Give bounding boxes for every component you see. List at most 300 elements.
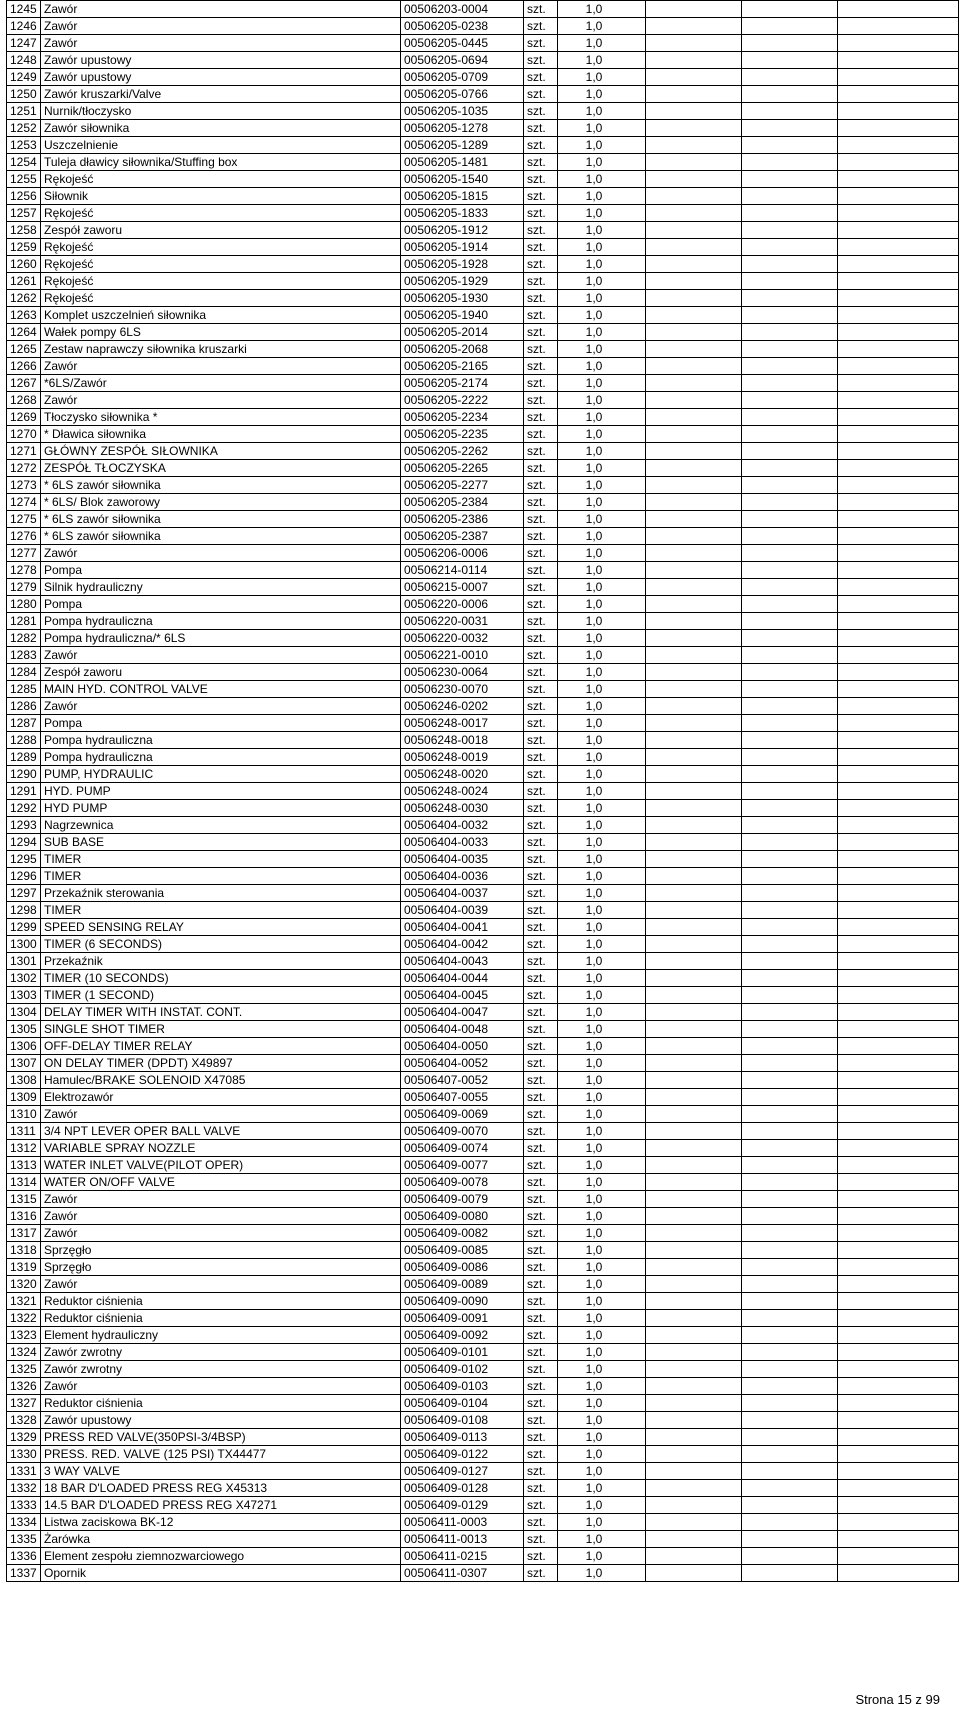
unit-cell: szt. <box>524 1429 558 1446</box>
table-row <box>7 1004 959 1021</box>
item-name-cell: Komplet uszczelnień siłownika <box>41 307 401 324</box>
empty-cell <box>646 1361 742 1378</box>
empty-cell <box>742 1225 838 1242</box>
empty-cell <box>646 1038 742 1055</box>
unit-cell: szt. <box>524 1157 558 1174</box>
empty-cell <box>838 137 959 154</box>
empty-cell <box>742 851 838 868</box>
table-row <box>7 851 959 868</box>
empty-cell <box>838 1225 959 1242</box>
empty-cell <box>838 1123 959 1140</box>
table-row <box>7 1463 959 1480</box>
empty-cell <box>838 834 959 851</box>
quantity-cell: 1,0 <box>558 324 646 341</box>
row-number-cell: 1309 <box>7 1089 41 1106</box>
quantity-cell: 1,0 <box>558 392 646 409</box>
empty-cell <box>646 375 742 392</box>
part-number-cell: 00506205-2165 <box>401 358 524 375</box>
row-number-cell: 1287 <box>7 715 41 732</box>
row-number-cell: 1335 <box>7 1531 41 1548</box>
empty-cell <box>742 1395 838 1412</box>
table-row <box>7 1208 959 1225</box>
table-row <box>7 885 959 902</box>
empty-cell <box>838 426 959 443</box>
empty-cell <box>646 1480 742 1497</box>
part-number-cell: 00506409-0113 <box>401 1429 524 1446</box>
row-number-cell: 1252 <box>7 120 41 137</box>
empty-cell <box>646 477 742 494</box>
table-row <box>7 307 959 324</box>
empty-cell <box>742 953 838 970</box>
unit-cell: szt. <box>524 69 558 86</box>
item-name-cell: Zawór <box>41 698 401 715</box>
table-row <box>7 120 959 137</box>
empty-cell <box>838 154 959 171</box>
unit-cell: szt. <box>524 579 558 596</box>
table-row <box>7 188 959 205</box>
unit-cell: szt. <box>524 1276 558 1293</box>
empty-cell <box>646 307 742 324</box>
empty-cell <box>742 1038 838 1055</box>
table-row <box>7 290 959 307</box>
part-number-cell: 00506404-0041 <box>401 919 524 936</box>
table-row <box>7 443 959 460</box>
table-row <box>7 1446 959 1463</box>
part-number-cell: 00506409-0102 <box>401 1361 524 1378</box>
empty-cell <box>646 1531 742 1548</box>
item-name-cell: Nagrzewnica <box>41 817 401 834</box>
empty-cell <box>838 188 959 205</box>
unit-cell: szt. <box>524 273 558 290</box>
row-number-cell: 1308 <box>7 1072 41 1089</box>
unit-cell: szt. <box>524 1497 558 1514</box>
empty-cell <box>646 1004 742 1021</box>
unit-cell: szt. <box>524 154 558 171</box>
empty-cell <box>742 1446 838 1463</box>
table-row <box>7 494 959 511</box>
row-number-cell: 1249 <box>7 69 41 86</box>
quantity-cell: 1,0 <box>558 1446 646 1463</box>
unit-cell: szt. <box>524 1072 558 1089</box>
empty-cell <box>646 256 742 273</box>
empty-cell <box>838 171 959 188</box>
empty-cell <box>838 1004 959 1021</box>
empty-cell <box>838 239 959 256</box>
empty-cell <box>646 715 742 732</box>
row-number-cell: 1291 <box>7 783 41 800</box>
empty-cell <box>838 817 959 834</box>
empty-cell <box>646 1293 742 1310</box>
unit-cell: szt. <box>524 341 558 358</box>
item-name-cell: Pompa <box>41 715 401 732</box>
empty-cell <box>742 1089 838 1106</box>
unit-cell: szt. <box>524 358 558 375</box>
part-number-cell: 00506409-0091 <box>401 1310 524 1327</box>
table-row <box>7 69 959 86</box>
table-row <box>7 1072 959 1089</box>
empty-cell <box>838 596 959 613</box>
unit-cell: szt. <box>524 1174 558 1191</box>
table-row <box>7 1497 959 1514</box>
quantity-cell: 1,0 <box>558 1429 646 1446</box>
table-row <box>7 1259 959 1276</box>
empty-cell <box>838 1293 959 1310</box>
empty-cell <box>838 868 959 885</box>
quantity-cell: 1,0 <box>558 307 646 324</box>
empty-cell <box>646 834 742 851</box>
empty-cell <box>838 885 959 902</box>
quantity-cell: 1,0 <box>558 154 646 171</box>
quantity-cell: 1,0 <box>558 256 646 273</box>
row-number-cell: 1307 <box>7 1055 41 1072</box>
empty-cell <box>646 1021 742 1038</box>
table-row <box>7 154 959 171</box>
unit-cell: szt. <box>524 1225 558 1242</box>
empty-cell <box>646 970 742 987</box>
table-row <box>7 477 959 494</box>
item-name-cell: Pompa hydrauliczna/* 6LS <box>41 630 401 647</box>
unit-cell: szt. <box>524 1191 558 1208</box>
table-row <box>7 715 959 732</box>
parts-table <box>6 0 959 1582</box>
item-name-cell: 3/4 NPT LEVER OPER BALL VALVE <box>41 1123 401 1140</box>
empty-cell <box>646 613 742 630</box>
row-number-cell: 1271 <box>7 443 41 460</box>
part-number-cell: 00506407-0052 <box>401 1072 524 1089</box>
table-row <box>7 1055 959 1072</box>
empty-cell <box>742 1429 838 1446</box>
empty-cell <box>646 1242 742 1259</box>
empty-cell <box>838 1259 959 1276</box>
row-number-cell: 1328 <box>7 1412 41 1429</box>
quantity-cell: 1,0 <box>558 239 646 256</box>
row-number-cell: 1253 <box>7 137 41 154</box>
quantity-cell: 1,0 <box>558 783 646 800</box>
empty-cell <box>646 52 742 69</box>
quantity-cell: 1,0 <box>558 885 646 902</box>
part-number-cell: 00506205-2262 <box>401 443 524 460</box>
table-row <box>7 324 959 341</box>
part-number-cell: 00506205-1289 <box>401 137 524 154</box>
part-number-cell: 00506205-2386 <box>401 511 524 528</box>
unit-cell: szt. <box>524 1106 558 1123</box>
empty-cell <box>742 409 838 426</box>
quantity-cell: 1,0 <box>558 1531 646 1548</box>
unit-cell: szt. <box>524 851 558 868</box>
page-number: Strona 15 z 99 <box>855 1692 940 1707</box>
empty-cell <box>742 256 838 273</box>
part-number-cell: 00506205-1540 <box>401 171 524 188</box>
item-name-cell: HYD. PUMP <box>41 783 401 800</box>
empty-cell <box>838 698 959 715</box>
row-number-cell: 1274 <box>7 494 41 511</box>
empty-cell <box>742 1327 838 1344</box>
unit-cell: szt. <box>524 324 558 341</box>
empty-cell <box>838 1089 959 1106</box>
empty-cell <box>838 1327 959 1344</box>
table-row <box>7 749 959 766</box>
row-number-cell: 1313 <box>7 1157 41 1174</box>
item-name-cell: Element zespołu ziemnozwarciowego <box>41 1548 401 1565</box>
unit-cell: szt. <box>524 1548 558 1565</box>
item-name-cell: Zawór <box>41 1378 401 1395</box>
part-number-cell: 00506221-0010 <box>401 647 524 664</box>
empty-cell <box>742 324 838 341</box>
table-row <box>7 256 959 273</box>
row-number-cell: 1247 <box>7 35 41 52</box>
item-name-cell: Zawór upustowy <box>41 52 401 69</box>
row-number-cell: 1302 <box>7 970 41 987</box>
empty-cell <box>742 885 838 902</box>
row-number-cell: 1325 <box>7 1361 41 1378</box>
empty-cell <box>646 800 742 817</box>
part-number-cell: 00506205-2277 <box>401 477 524 494</box>
item-name-cell: SUB BASE <box>41 834 401 851</box>
empty-cell <box>646 86 742 103</box>
table-row <box>7 834 959 851</box>
row-number-cell: 1282 <box>7 630 41 647</box>
row-number-cell: 1320 <box>7 1276 41 1293</box>
item-name-cell: Zawór <box>41 1106 401 1123</box>
empty-cell <box>838 1157 959 1174</box>
unit-cell: szt. <box>524 35 558 52</box>
empty-cell <box>742 52 838 69</box>
table-row <box>7 375 959 392</box>
row-number-cell: 1303 <box>7 987 41 1004</box>
quantity-cell: 1,0 <box>558 1174 646 1191</box>
empty-cell <box>646 1140 742 1157</box>
item-name-cell: Zawór <box>41 1 401 18</box>
row-number-cell: 1260 <box>7 256 41 273</box>
empty-cell <box>838 987 959 1004</box>
empty-cell <box>646 205 742 222</box>
row-number-cell: 1319 <box>7 1259 41 1276</box>
part-number-cell: 00506404-0044 <box>401 970 524 987</box>
unit-cell: szt. <box>524 375 558 392</box>
quantity-cell: 1,0 <box>558 1072 646 1089</box>
item-name-cell: PRESS. RED. VALVE (125 PSI) TX44477 <box>41 1446 401 1463</box>
part-number-cell: 00506409-0077 <box>401 1157 524 1174</box>
unit-cell: szt. <box>524 256 558 273</box>
empty-cell <box>838 1429 959 1446</box>
empty-cell <box>838 1480 959 1497</box>
empty-cell <box>838 953 959 970</box>
unit-cell: szt. <box>524 1055 558 1072</box>
empty-cell <box>838 324 959 341</box>
part-number-cell: 00506409-0080 <box>401 1208 524 1225</box>
item-name-cell: Zespół zaworu <box>41 222 401 239</box>
table-row <box>7 596 959 613</box>
empty-cell <box>838 732 959 749</box>
quantity-cell: 1,0 <box>558 1565 646 1582</box>
quantity-cell: 1,0 <box>558 477 646 494</box>
empty-cell <box>742 613 838 630</box>
quantity-cell: 1,0 <box>558 1089 646 1106</box>
empty-cell <box>838 630 959 647</box>
quantity-cell: 1,0 <box>558 596 646 613</box>
item-name-cell: PUMP, HYDRAULIC <box>41 766 401 783</box>
row-number-cell: 1270 <box>7 426 41 443</box>
quantity-cell: 1,0 <box>558 630 646 647</box>
table-row <box>7 1242 959 1259</box>
quantity-cell: 1,0 <box>558 120 646 137</box>
quantity-cell: 1,0 <box>558 1106 646 1123</box>
empty-cell <box>838 783 959 800</box>
empty-cell <box>742 443 838 460</box>
unit-cell: szt. <box>524 1004 558 1021</box>
quantity-cell: 1,0 <box>558 664 646 681</box>
empty-cell <box>646 494 742 511</box>
table-row <box>7 919 959 936</box>
empty-cell <box>838 1344 959 1361</box>
table-row <box>7 647 959 664</box>
quantity-cell: 1,0 <box>558 188 646 205</box>
row-number-cell: 1277 <box>7 545 41 562</box>
empty-cell <box>646 749 742 766</box>
empty-cell <box>742 579 838 596</box>
empty-cell <box>646 885 742 902</box>
empty-cell <box>646 953 742 970</box>
empty-cell <box>742 1157 838 1174</box>
row-number-cell: 1276 <box>7 528 41 545</box>
part-number-cell: 00506409-0104 <box>401 1395 524 1412</box>
table-row <box>7 35 959 52</box>
empty-cell <box>646 1106 742 1123</box>
item-name-cell: Zawór <box>41 647 401 664</box>
unit-cell: szt. <box>524 800 558 817</box>
empty-cell <box>742 562 838 579</box>
unit-cell: szt. <box>524 477 558 494</box>
item-name-cell: Nurnik/tłoczysko <box>41 103 401 120</box>
quantity-cell: 1,0 <box>558 715 646 732</box>
unit-cell: szt. <box>524 1446 558 1463</box>
row-number-cell: 1272 <box>7 460 41 477</box>
empty-cell <box>742 681 838 698</box>
empty-cell <box>742 239 838 256</box>
part-number-cell: 00506205-1833 <box>401 205 524 222</box>
unit-cell: szt. <box>524 1480 558 1497</box>
row-number-cell: 1268 <box>7 392 41 409</box>
unit-cell: szt. <box>524 698 558 715</box>
empty-cell <box>742 783 838 800</box>
empty-cell <box>646 324 742 341</box>
part-number-cell: 00506409-0127 <box>401 1463 524 1480</box>
quantity-cell: 1,0 <box>558 52 646 69</box>
quantity-cell: 1,0 <box>558 69 646 86</box>
row-number-cell: 1298 <box>7 902 41 919</box>
part-number-cell: 00506404-0035 <box>401 851 524 868</box>
empty-cell <box>646 766 742 783</box>
table-row <box>7 613 959 630</box>
row-number-cell: 1273 <box>7 477 41 494</box>
item-name-cell: 18 BAR D'LOADED PRESS REG X45313 <box>41 1480 401 1497</box>
quantity-cell: 1,0 <box>558 375 646 392</box>
quantity-cell: 1,0 <box>558 1208 646 1225</box>
empty-cell <box>838 460 959 477</box>
empty-cell <box>742 154 838 171</box>
item-name-cell: Zawór upustowy <box>41 69 401 86</box>
empty-cell <box>646 664 742 681</box>
part-number-cell: 00506205-2014 <box>401 324 524 341</box>
table-row <box>7 426 959 443</box>
item-name-cell: TIMER (6 SECONDS) <box>41 936 401 953</box>
unit-cell: szt. <box>524 1259 558 1276</box>
row-number-cell: 1300 <box>7 936 41 953</box>
table-row <box>7 1548 959 1565</box>
quantity-cell: 1,0 <box>558 732 646 749</box>
empty-cell <box>646 511 742 528</box>
part-number-cell: 00506248-0024 <box>401 783 524 800</box>
empty-cell <box>646 1378 742 1395</box>
part-number-cell: 00506246-0202 <box>401 698 524 715</box>
part-number-cell: 00506248-0019 <box>401 749 524 766</box>
empty-cell <box>742 358 838 375</box>
empty-cell <box>838 18 959 35</box>
item-name-cell: Tłoczysko siłownika * <box>41 409 401 426</box>
unit-cell: szt. <box>524 868 558 885</box>
row-number-cell: 1284 <box>7 664 41 681</box>
row-number-cell: 1265 <box>7 341 41 358</box>
page-footer <box>855 1692 940 1707</box>
part-number-cell: 00506404-0050 <box>401 1038 524 1055</box>
table-row <box>7 1395 959 1412</box>
row-number-cell: 1263 <box>7 307 41 324</box>
quantity-cell: 1,0 <box>558 1157 646 1174</box>
unit-cell: szt. <box>524 1089 558 1106</box>
table-row <box>7 511 959 528</box>
empty-cell <box>646 783 742 800</box>
empty-cell <box>742 919 838 936</box>
empty-cell <box>646 630 742 647</box>
table-row <box>7 1106 959 1123</box>
unit-cell: szt. <box>524 1463 558 1480</box>
table-row <box>7 987 959 1004</box>
empty-cell <box>646 1089 742 1106</box>
empty-cell <box>838 749 959 766</box>
item-name-cell: Zawór siłownika <box>41 120 401 137</box>
empty-cell <box>742 1531 838 1548</box>
empty-cell <box>646 188 742 205</box>
empty-cell <box>838 358 959 375</box>
empty-cell <box>646 1123 742 1140</box>
table-row <box>7 1 959 18</box>
quantity-cell: 1,0 <box>558 868 646 885</box>
empty-cell <box>838 1242 959 1259</box>
item-name-cell: Tuleja dławicy siłownika/Stuffing box <box>41 154 401 171</box>
empty-cell <box>838 562 959 579</box>
empty-cell <box>646 1310 742 1327</box>
table-row <box>7 239 959 256</box>
unit-cell: szt. <box>524 783 558 800</box>
item-name-cell: SINGLE SHOT TIMER <box>41 1021 401 1038</box>
table-row <box>7 52 959 69</box>
row-number-cell: 1250 <box>7 86 41 103</box>
empty-cell <box>646 1429 742 1446</box>
row-number-cell: 1254 <box>7 154 41 171</box>
part-number-cell: 00506409-0086 <box>401 1259 524 1276</box>
empty-cell <box>742 103 838 120</box>
empty-cell <box>742 1497 838 1514</box>
item-name-cell: Opornik <box>41 1565 401 1582</box>
part-number-cell: 00506205-2384 <box>401 494 524 511</box>
quantity-cell: 1,0 <box>558 1140 646 1157</box>
quantity-cell: 1,0 <box>558 494 646 511</box>
item-name-cell: Rękojeść <box>41 171 401 188</box>
empty-cell <box>838 1055 959 1072</box>
unit-cell: szt. <box>524 987 558 1004</box>
empty-cell <box>742 1276 838 1293</box>
item-name-cell: * 6LS zawór siłownika <box>41 511 401 528</box>
